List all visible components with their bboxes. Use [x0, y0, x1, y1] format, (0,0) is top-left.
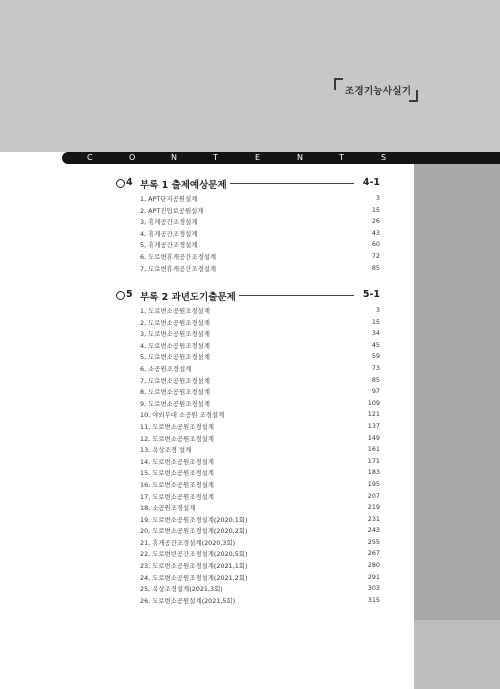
- entry-page: 59: [371, 352, 380, 361]
- section-number: 5: [126, 289, 133, 300]
- entry-page: 195: [367, 479, 380, 488]
- toc-entry[interactable]: [116, 329, 380, 341]
- entry-page: 60: [371, 240, 380, 249]
- entry-page: 34: [371, 329, 380, 338]
- entry-page: 267: [367, 549, 380, 558]
- entry-label: 17, 도로변소공원조경설계: [140, 492, 214, 501]
- entry-page: 97: [371, 387, 380, 396]
- toc-entry[interactable]: [116, 445, 380, 457]
- entry-page: 15: [371, 317, 380, 326]
- contents-letter: T: [213, 153, 218, 162]
- toc-entry[interactable]: [116, 515, 380, 527]
- book-title-frame: [334, 78, 418, 102]
- entry-page: 109: [367, 398, 380, 407]
- section-page: 4-1: [360, 177, 380, 188]
- toc-entry[interactable]: [116, 217, 380, 229]
- entry-page: 303: [367, 584, 380, 593]
- entry-label: 5, 휴게공간조경설계: [140, 241, 198, 250]
- entry-page: 85: [371, 375, 380, 384]
- section-number: 4: [126, 177, 133, 188]
- contents-letter: N: [171, 153, 177, 162]
- entry-label: 11, 도로변소공원조경설계: [140, 422, 214, 431]
- entry-page: 26: [371, 217, 380, 226]
- entry-label: 2, APT진입로공원설계: [140, 206, 204, 215]
- toc-entry[interactable]: [116, 538, 380, 550]
- entry-label: 21, 휴게공간조경설계(2020,3회): [140, 538, 236, 547]
- toc-entry[interactable]: [116, 352, 380, 364]
- entry-page: 15: [371, 205, 380, 214]
- section-page: 5-1: [360, 289, 380, 300]
- entry-page: 171: [367, 456, 380, 465]
- toc-section-4: [116, 177, 380, 275]
- entry-label: 24, 도로변소공원조경설계(2021,2회): [140, 573, 248, 582]
- section-title: 부록 1 출제예상문제: [140, 177, 230, 191]
- entry-page: 137: [367, 421, 380, 430]
- entry-label: 4, 휴게공간조경설계: [140, 229, 198, 238]
- toc-entry[interactable]: [116, 584, 380, 596]
- entry-page: 45: [371, 340, 380, 349]
- entry-label: 16, 도로변소공원조경설계: [140, 480, 214, 489]
- section-heading: [116, 177, 380, 191]
- entry-label: 6, 소공원조경설계: [140, 364, 192, 373]
- toc-entry[interactable]: [116, 240, 380, 252]
- section-title: 부록 2 과년도기출문제: [140, 289, 239, 303]
- toc-entry[interactable]: [116, 492, 380, 504]
- toc-entry[interactable]: [116, 457, 380, 469]
- toc-entry[interactable]: [116, 206, 380, 218]
- entry-label: 15, 도로변소공원조경설계: [140, 469, 214, 478]
- entry-list: [116, 306, 380, 607]
- toc-entry[interactable]: [116, 229, 380, 241]
- entry-page: 315: [367, 595, 380, 604]
- entry-label: 3, 휴게공간조경설계: [140, 218, 198, 227]
- entry-label: 9, 도로변소공원조경설계: [140, 399, 210, 408]
- entry-page: 3: [375, 306, 380, 314]
- toc-entry[interactable]: [116, 468, 380, 480]
- entry-label: 25, 옥상조경설계(2021,3회): [140, 585, 223, 594]
- entry-page: 43: [371, 228, 380, 237]
- toc-entry[interactable]: [116, 561, 380, 573]
- entry-label: 20, 도로변소공원조경설계(2020,2회): [140, 527, 248, 536]
- toc-entry[interactable]: [116, 376, 380, 388]
- entry-label: 8, 도로변소공원조경설계: [140, 388, 210, 397]
- entry-page: 291: [367, 572, 380, 581]
- toc-entry[interactable]: [116, 252, 380, 264]
- toc-entry[interactable]: [116, 264, 380, 276]
- chapter-side-tab: [414, 164, 500, 689]
- contents-letter: T: [339, 153, 344, 162]
- book-title: 조경기능사실기: [345, 86, 412, 97]
- toc-entry[interactable]: [116, 422, 380, 434]
- toc-entry[interactable]: [116, 503, 380, 515]
- entry-page: 149: [367, 433, 380, 442]
- toc-entry[interactable]: [116, 387, 380, 399]
- entry-label: 19, 도로변소공원조경설계(2020,1회): [140, 515, 248, 524]
- contents-letter: E: [255, 153, 261, 162]
- entry-label: 14, 도로변소공원조경설계: [140, 457, 214, 466]
- entry-page: 73: [371, 363, 380, 372]
- entry-label: 3, 도로변소공원조경설계: [140, 330, 210, 339]
- entry-label: 1, 도로변소공원조경설계: [140, 307, 210, 315]
- entry-label: 5, 도로변소공원조경설계: [140, 353, 210, 362]
- entry-label: 7, 도로변소공원조경설계: [140, 376, 210, 385]
- entry-label: 7, 도로변휴게공간조경설계: [140, 264, 217, 273]
- toc-entry[interactable]: [116, 549, 380, 561]
- toc-entry[interactable]: [116, 480, 380, 492]
- entry-page: 243: [367, 526, 380, 535]
- toc-entry[interactable]: [116, 194, 380, 206]
- entry-page: 231: [367, 514, 380, 523]
- toc-entry[interactable]: [116, 399, 380, 411]
- top-header-band: [0, 0, 500, 152]
- contents-letter: S: [381, 153, 387, 162]
- entry-label: 26, 도로변소공원설계(2021,5회): [140, 596, 236, 605]
- entry-label: 18, 소공원조경설계: [140, 504, 196, 513]
- entry-label: 12, 도로변소공원조경설계: [140, 434, 214, 443]
- entry-page: 219: [367, 503, 380, 512]
- corner-bracket-top-left: [334, 78, 343, 90]
- entry-label: 2, 도로변소공원조경설계: [140, 318, 210, 327]
- side-tab-lower-shade: [414, 620, 500, 689]
- toc-entry[interactable]: [116, 410, 380, 422]
- entry-page: 161: [367, 445, 380, 454]
- toc-entry[interactable]: [116, 434, 380, 446]
- entry-label: 6, 도로변휴게공간조경설계: [140, 252, 217, 261]
- entry-page: 121: [367, 410, 380, 419]
- toc-entry[interactable]: [116, 596, 380, 608]
- entry-label: 23, 도로변소공원조경설계(2021,1회): [140, 562, 248, 571]
- section-bullet-icon: [116, 291, 125, 300]
- entry-page: 207: [367, 491, 380, 500]
- entry-label: 1, APT단지공원설계: [140, 195, 198, 203]
- contents-banner: [62, 152, 500, 164]
- contents-letter: N: [297, 153, 303, 162]
- entry-page: 85: [371, 263, 380, 272]
- section-heading: [116, 289, 380, 303]
- toc-section-5: [116, 289, 380, 607]
- entry-label: 13, 옥상조경 설계: [140, 446, 192, 455]
- toc-entry[interactable]: [116, 318, 380, 330]
- toc-entry[interactable]: [116, 573, 380, 585]
- section-bullet-icon: [116, 179, 125, 188]
- entry-label: 10, 야외무대 소공원 조경설계: [140, 411, 225, 420]
- entry-page: 72: [371, 251, 380, 260]
- contents-letter: C: [87, 153, 93, 162]
- entry-page: 183: [367, 468, 380, 477]
- toc-entry[interactable]: [116, 306, 380, 318]
- entry-label: 22, 도로변빈공간조경설계(2020,5회): [140, 550, 248, 559]
- toc-entry[interactable]: [116, 341, 380, 353]
- entry-list: [116, 194, 380, 275]
- entry-page: 255: [367, 537, 380, 546]
- contents-letter: O: [129, 153, 136, 162]
- toc-entry[interactable]: [116, 364, 380, 376]
- entry-page: 280: [367, 561, 380, 570]
- toc-entry[interactable]: [116, 526, 380, 538]
- entry-page: 3: [375, 194, 380, 202]
- entry-label: 4, 도로변소공원조경설계: [140, 341, 210, 350]
